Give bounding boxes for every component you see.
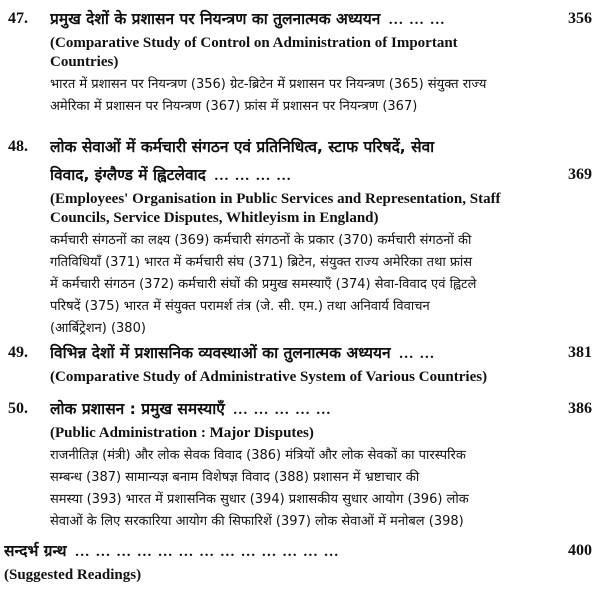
leader-dots: … … … … … bbox=[232, 402, 332, 418]
chapter-topics: भारत में प्रशासन पर नियन्त्रण (356) ग्रेट-ब्रिटेन में प्रशासन पर नियन्त्रण (365) संयुक्त राज्य अमेरिका में प्रशासन पर नियन्त्रण (367) फ्रांस में प्रशासन पर नियन्त्रण (367) bbox=[50, 77, 487, 114]
chapter-number: 49. bbox=[8, 344, 28, 361]
readings-title-hindi: सन्दर्भ ग्रन्थ … … … … … … … … … … … … … bbox=[4, 542, 340, 560]
chapter-topics: राजनीतिज्ञ (मंत्री) और लोक सेवक विवाद (386) मंत्रियों और लोक सेवकों का पारस्परिक सम्बन्ध (387) सामान्यज्ञ बनाम विशेषज्ञ विवाद (388) प्रशासन में भ्रष्टाचार की समस्या (393) भारत में प्रशासनिक सुधार (394) प्रशासकीय सुधार आयोग (396) लोक सेवाओं के लिए सरकारिया आयोग की सिफारिशें (397) लोक सेवाओं में मनोबल (398) bbox=[50, 448, 469, 529]
chapter-title-hindi-line-2: विवाद, इंग्लैण्ड में ह्विटलेवाद … … … … bbox=[50, 166, 293, 184]
leader-dots: … … … … … … … … … … … … … bbox=[74, 544, 340, 560]
chapter-title-english: (Comparative Study of Administrative System of Various Countries) bbox=[50, 369, 488, 385]
chapter-heading-row bbox=[8, 6, 592, 34]
chapter-title-hindi: प्रमुख देशों के प्रशासन पर नियन्त्रण का तुलनात्मक अध्ययन … … … bbox=[50, 10, 446, 28]
chapter-47 bbox=[8, 6, 592, 118]
chapter-number: 50. bbox=[8, 400, 28, 417]
page-number: 381 bbox=[568, 344, 592, 361]
page-number: 356 bbox=[568, 10, 592, 27]
chapter-50 bbox=[8, 396, 592, 533]
leader-dots: … … bbox=[398, 346, 436, 362]
chapter-heading-row-2 bbox=[8, 162, 592, 190]
chapter-title-hindi: लोक प्रशासन : प्रमुख समस्याएँ … … … … … bbox=[50, 400, 332, 418]
chapter-title-hindi: विभिन्न देशों में प्रशासनिक व्यवस्थाओं का तुलनात्मक अध्ययन … … bbox=[50, 344, 436, 362]
page-number: 386 bbox=[568, 400, 592, 417]
chapter-title-english: (Comparative Study of Control on Administration of Important Countries) bbox=[50, 35, 458, 70]
chapter-48 bbox=[8, 134, 592, 340]
chapter-title-english: (Public Administration : Major Disputes) bbox=[50, 425, 314, 441]
chapter-heading-row bbox=[8, 134, 592, 162]
chapter-heading-row bbox=[8, 396, 592, 424]
chapter-number: 47. bbox=[8, 10, 28, 27]
chapter-49 bbox=[8, 340, 592, 387]
chapter-title-hindi: लोक सेवाओं में कर्मचारी संगठन एवं प्रतिनिधित्व, स्टाफ परिषदें, सेवा bbox=[50, 138, 435, 156]
suggested-readings bbox=[4, 538, 592, 585]
leader-dots: … … … … bbox=[213, 168, 293, 184]
page-number: 369 bbox=[568, 166, 592, 183]
page-number: 400 bbox=[568, 542, 592, 559]
leader-dots: … … … bbox=[388, 12, 446, 28]
chapter-title-english: (Employees' Organisation in Public Services and Representation, Staff Councils, Service Disputes, Whitleyism in England) bbox=[50, 191, 501, 226]
chapter-number: 48. bbox=[8, 138, 28, 155]
chapter-topics: कर्मचारी संगठनों का लक्ष्य (369) कर्मचारी संगठनों के प्रकार (370) कर्मचारी संगठनों की गतिविधियाँ (371) भारत में कर्मचारी संघ (371) ब्रिटेन, संयुक्त राज्य अमेरिका तथा फ्रांस में कर्मचारी संगठन (372) कर्मचारी संघों की प्रमुख समस्याएँ (374) सेवा-विवाद एवं ह्विटले परिषदें (375) भारत में संयुक्त परामर्श तंत्र (जे. सी. एम.) तथा अनिवार्य विवाचन (आर्बिट्रेशन) (380) bbox=[50, 233, 477, 336]
chapter-heading-row bbox=[8, 340, 592, 368]
readings-heading-row bbox=[4, 538, 592, 566]
readings-title-english: (Suggested Readings) bbox=[4, 567, 142, 583]
